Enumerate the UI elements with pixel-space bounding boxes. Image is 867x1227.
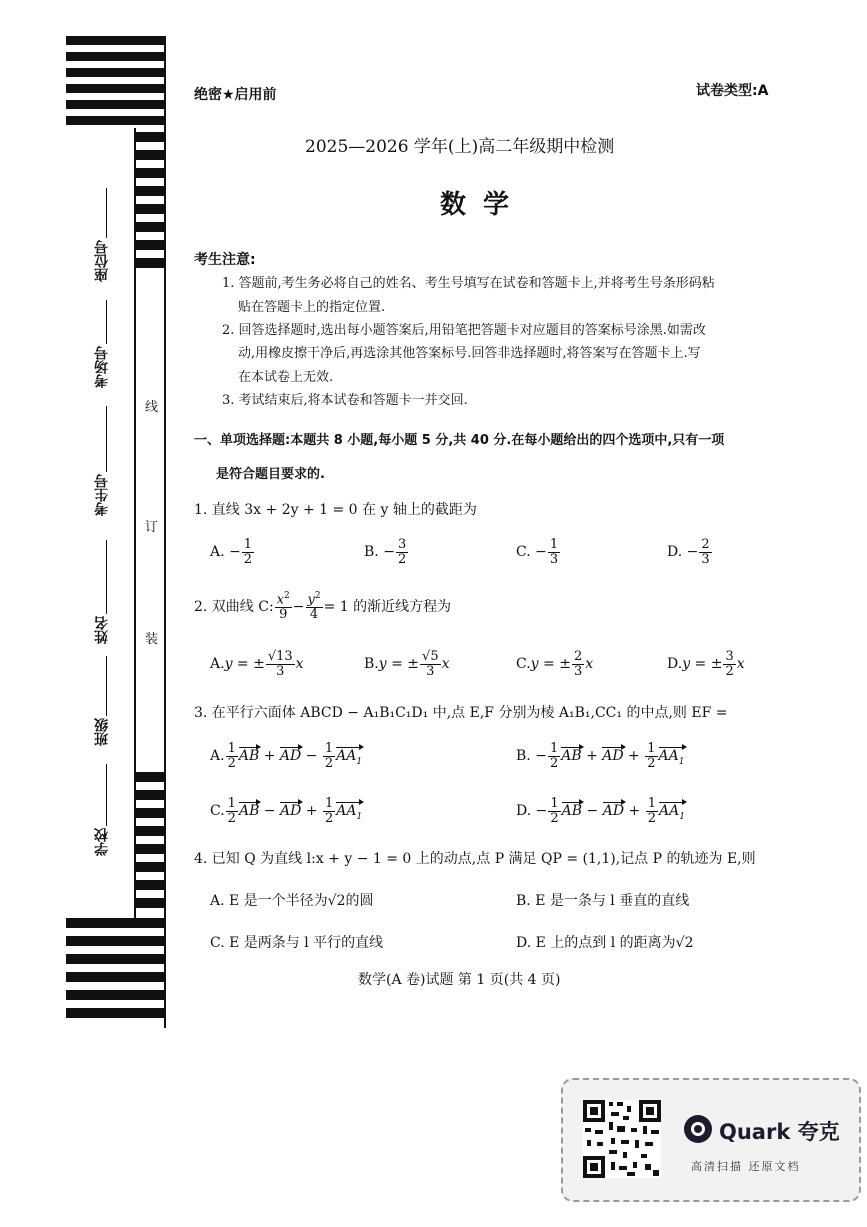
notice-item: 在本试卷上无效. (238, 370, 334, 385)
q2-option-b: B.y = ± $\frac{√5}{3}$ x (364, 649, 450, 679)
subject-title: 数 学 (440, 190, 514, 220)
question-2-stem: 2. 双曲线 C: $\frac{x^2}{9}$ − $\frac{y^2}{4}$ = 1 的渐近线方程为 (194, 591, 452, 622)
question-4-stem: 4. 已知 Q 为直线 l:x + y − 1 = 0 上的动点,点 P 满足 QP = (1,1),记点 P 的轨迹为 E,则 (194, 851, 756, 867)
notice-heading: 考生注意: (194, 252, 256, 268)
exam-room-label: 考场号 (94, 346, 110, 388)
binding-char-line: 线 (145, 400, 159, 415)
q2-option-a: A.y = ± $\frac{√13}{3}$ x (210, 649, 304, 679)
school-label: 学校 (94, 828, 110, 856)
q4-option-a: A. E 是一个半径为√2的圆 (210, 893, 374, 909)
section-heading-cont: 是符合题目要求的. (216, 467, 325, 482)
notice-item: 1. 答题前,考生务必将自己的姓名、考生号填写在试卷和答题卡上,并将考生号条形码粘 (222, 276, 715, 291)
class-label: 班级 (94, 718, 110, 746)
q3-option-d: D. − $\frac{1}{2}$ AB − AD + $\frac{1}{2}$ $AA_1$ (516, 796, 685, 826)
notice-item: 2. 回答选择题时,选出每小题答案后,用铅笔把答题卡对应题目的答案标号涂黑.如需改 (222, 323, 706, 338)
binding-char-bind: 订 (145, 520, 159, 535)
q4-option-d: D. E 上的点到 l 的距离为√2 (516, 935, 694, 951)
q1-option-c: C. − $\frac{1}{3}$ (516, 537, 559, 567)
q1-option-a: A. − $\frac{1}{2}$ (210, 537, 253, 567)
q3-option-a: A. $\frac{1}{2}$ AB + AD − $\frac{1}{2}$ $AA_1$ (210, 741, 363, 771)
notice-item: 3. 考试结束后,将本试卷和答题卡一并交回. (222, 393, 468, 408)
exam-title: 2025—2026 学年(上)高二年级期中检测 (305, 137, 615, 157)
page-footer: 数学(A 卷)试题 第 1 页(共 4 页) (358, 972, 561, 988)
confidential-mark: 绝密★启用前 (194, 87, 277, 103)
quark-logo-icon (683, 1114, 713, 1144)
binding-char-pack: 装 (145, 632, 159, 647)
qr-code-icon (583, 1100, 661, 1178)
quark-brand: Quark 夸克 (719, 1120, 840, 1144)
q3-option-c: C. $\frac{1}{2}$ AB − AD + $\frac{1}{2}$ $AA_1$ (210, 796, 363, 826)
q2-option-d: D.y = ± $\frac{3}{2}$ x (667, 649, 745, 679)
q4-option-b: B. E 是一条与 l 垂直的直线 (516, 893, 690, 909)
paper-type: 试卷类型:A (696, 83, 769, 99)
section-heading: 一、单项选择题:本题共 8 小题,每小题 5 分,共 40 分.在每小题给出的四个选项中,只有一项 (194, 433, 725, 448)
q1-option-b: B. − $\frac{3}{2}$ (364, 537, 407, 567)
notice-item: 贴在答题卡上的指定位置. (238, 300, 386, 315)
seat-number-label: 座位号 (94, 240, 110, 282)
q4-option-c: C. E 是两条与 l 平行的直线 (210, 935, 384, 951)
quark-scan-badge[interactable] (561, 1078, 861, 1202)
q2-option-c: C.y = ± $\frac{2}{3}$ x (516, 649, 594, 679)
q3-option-b: B. − $\frac{1}{2}$ AB + AD + $\frac{1}{2}$ $AA_1$ (516, 741, 685, 771)
notice-item: 动,用橡皮擦干净后,再选涂其他答案标号.回答非选择题时,将答案写在答题卡上.写 (238, 346, 701, 361)
question-3-stem: 3. 在平行六面体 ABCD − A₁B₁C₁D₁ 中,点 E,F 分别为棱 A₁B₁,CC₁ 的中点,则 EF = (194, 705, 728, 721)
question-1-stem: 1. 直线 3x + 2y + 1 = 0 在 y 轴上的截距为 (194, 502, 477, 518)
q1-option-d: D. − $\frac{2}{3}$ (667, 537, 710, 567)
quark-tagline: 高清扫描 还原文档 (691, 1160, 801, 1173)
name-label: 姓名 (94, 616, 110, 644)
student-number-label: 考生号 (94, 474, 110, 516)
